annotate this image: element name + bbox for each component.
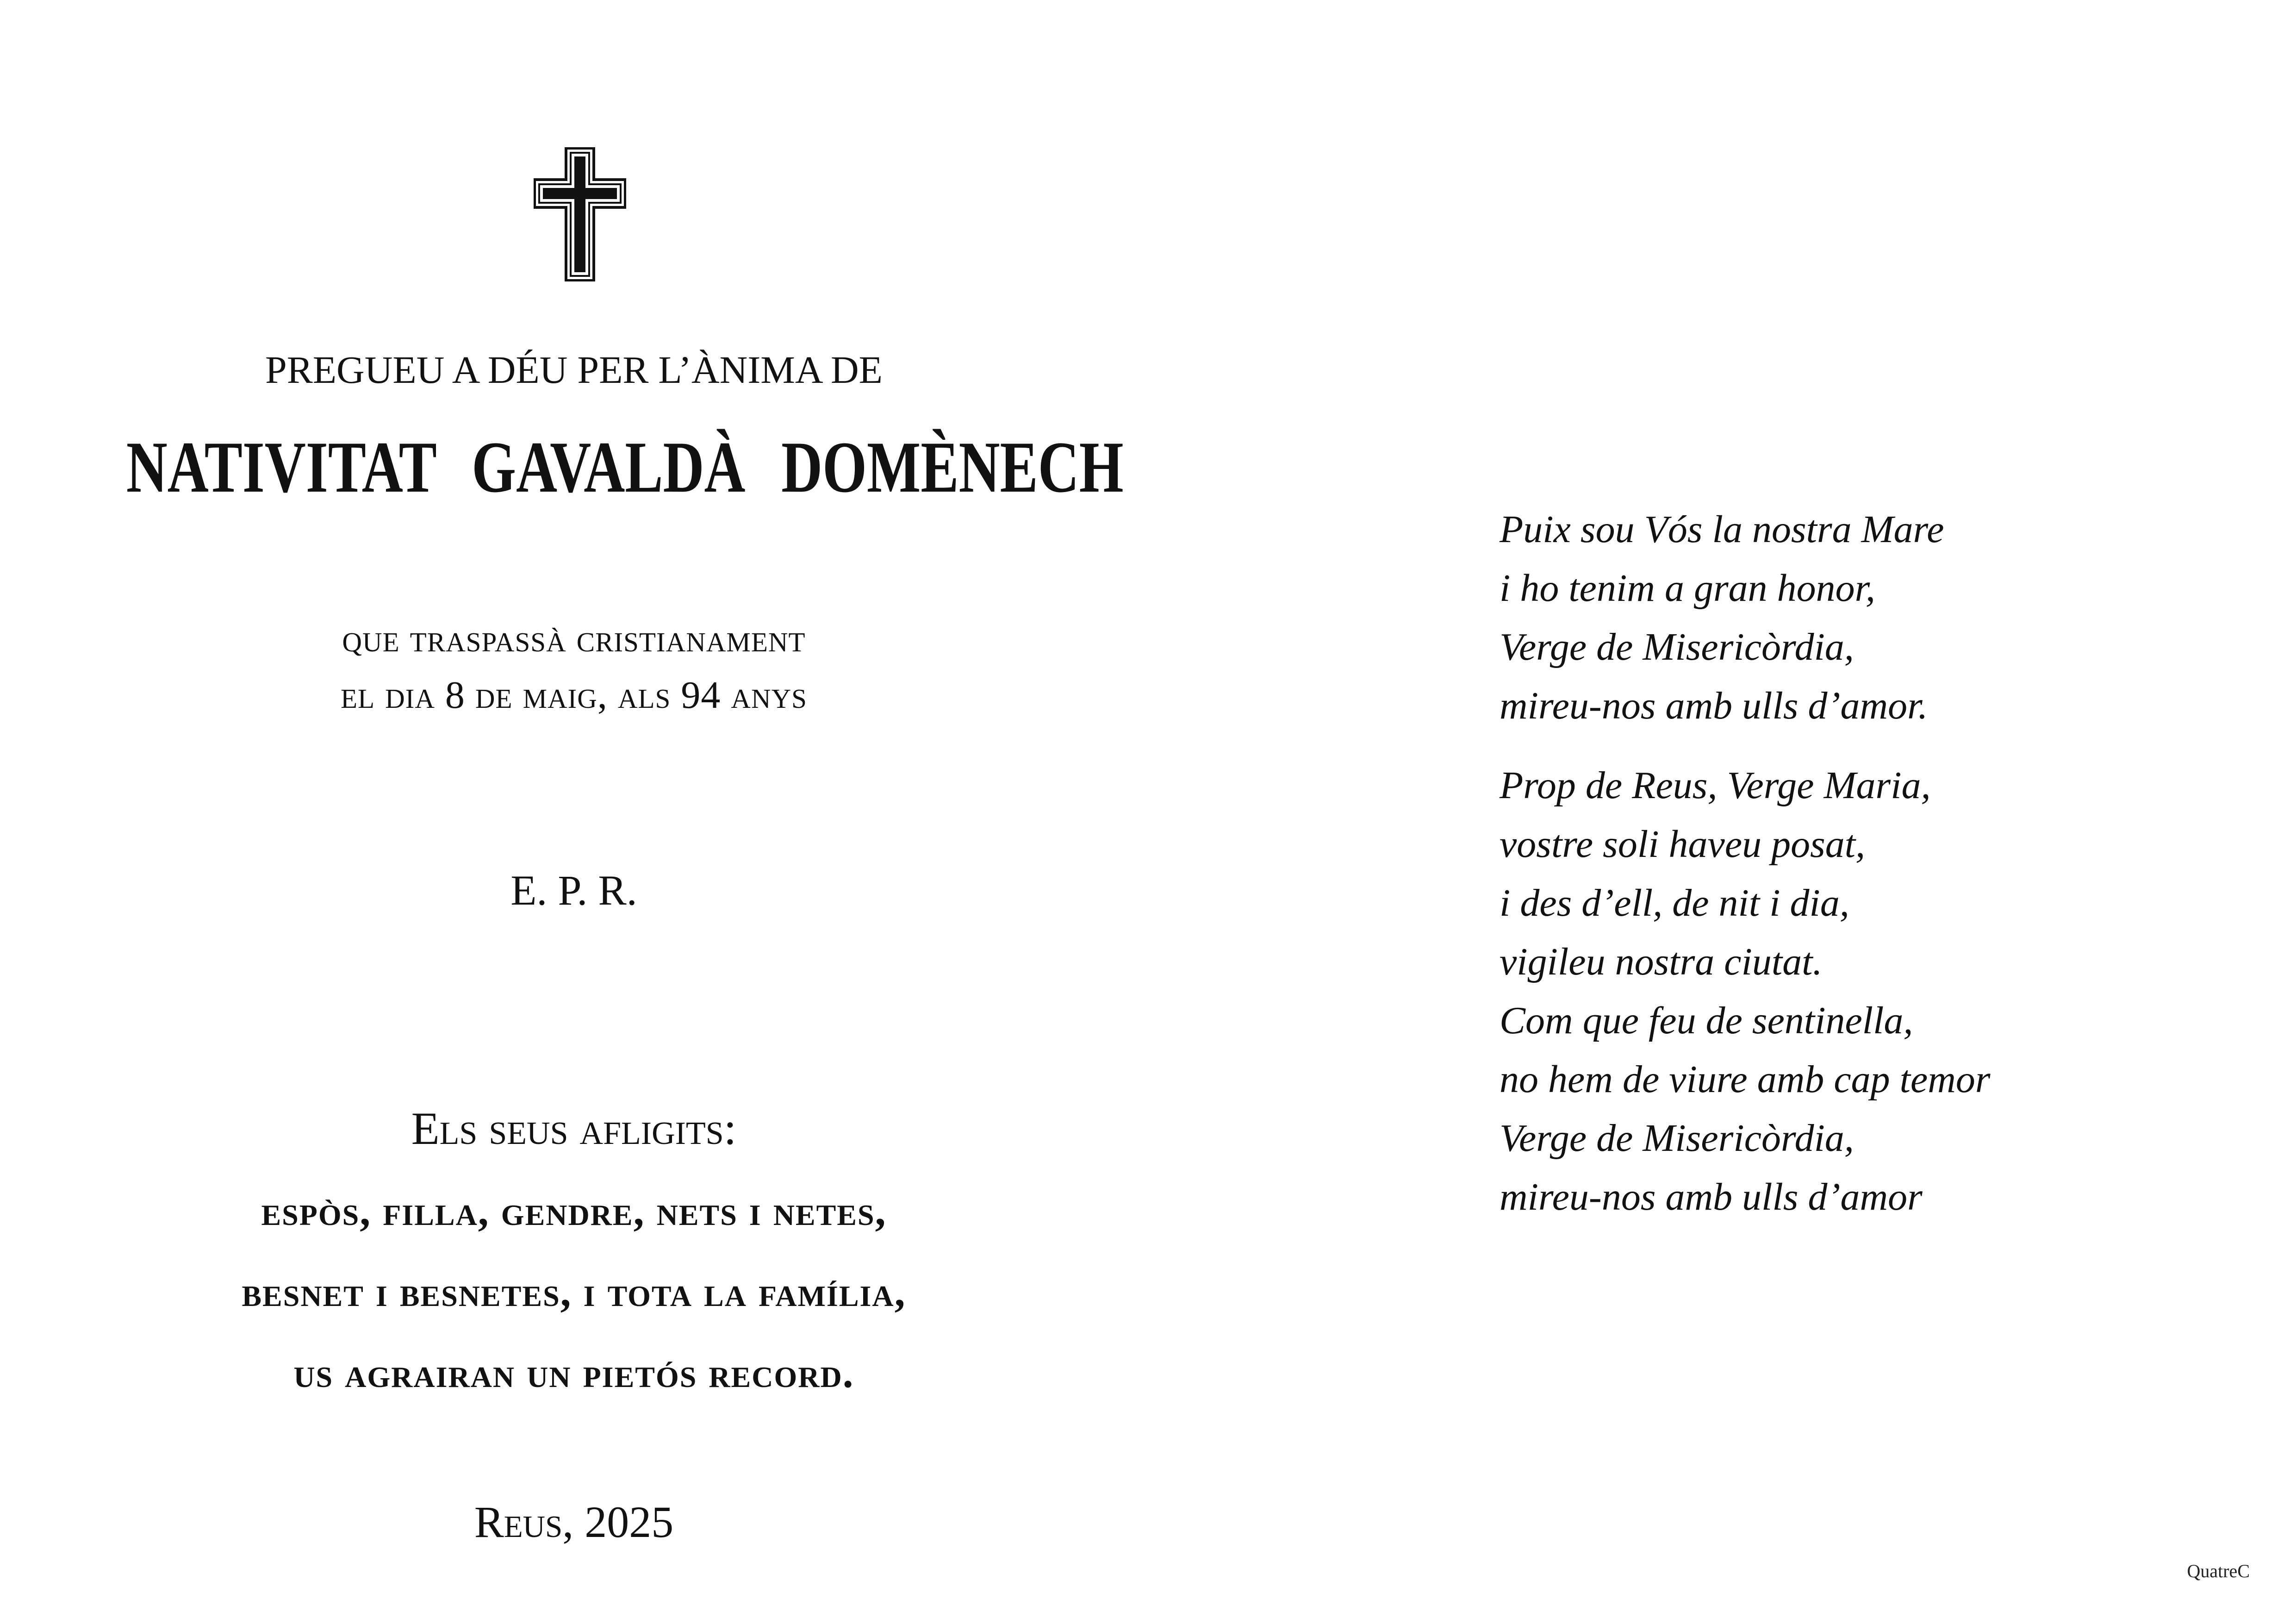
poem-line: no hem de viure amb cap temor	[1500, 1058, 1991, 1101]
poem-line: i ho tenim a gran honor,	[1500, 567, 1876, 610]
printer-credit: QuatreC	[2187, 1561, 2250, 1581]
mourners-line-2: besnet i besnetes, i tota la família,	[242, 1268, 906, 1315]
poem-line: mireu-nos amb ulls d’amor	[1500, 1175, 1923, 1218]
death-line-2: el dia 8 de maig, als 94 anys	[340, 674, 807, 717]
poem-line: vostre soli haveu posat,	[1500, 823, 1866, 866]
epr-text: E. P. R.	[510, 867, 637, 914]
poem-line: i des d’ell, de nit i dia,	[1500, 881, 1849, 924]
poem	[1500, 500, 1991, 1226]
place-date: Reus, 2025	[474, 1497, 674, 1547]
poem-stanza-1	[1500, 500, 1991, 735]
mourners-title: Els seus afligits:	[411, 1103, 737, 1154]
poem-line: mireu-nos amb ulls d’amor.	[1500, 684, 1928, 727]
mourners-line-1: espòs, filla, gendre, nets i netes,	[261, 1187, 887, 1234]
poem-line: Verge de Misericòrdia,	[1500, 625, 1854, 668]
poem-line: Com que feu de sentinella,	[1500, 999, 1913, 1042]
poem-line: vigileu nostra ciutat.	[1500, 940, 1823, 983]
poem-line: Puix sou Vós la nostra Mare	[1500, 508, 1944, 551]
prayer-intro: PREGUEU A DÉU PER L’ÀNIMA DE	[265, 349, 883, 392]
mourners-line-3: us agrairan un pietós record.	[293, 1349, 854, 1396]
death-line-1: que traspassà cristianament	[342, 617, 806, 660]
poem-line: Verge de Misericòrdia,	[1500, 1117, 1854, 1160]
poem-line: Prop de Reus, Verge Maria,	[1500, 764, 1931, 807]
poem-stanza-2	[1500, 756, 1991, 1226]
cross-icon	[534, 147, 626, 281]
deceased-name: NATIVITAT GAVALDÀ DOMÈNECH	[126, 427, 1124, 508]
